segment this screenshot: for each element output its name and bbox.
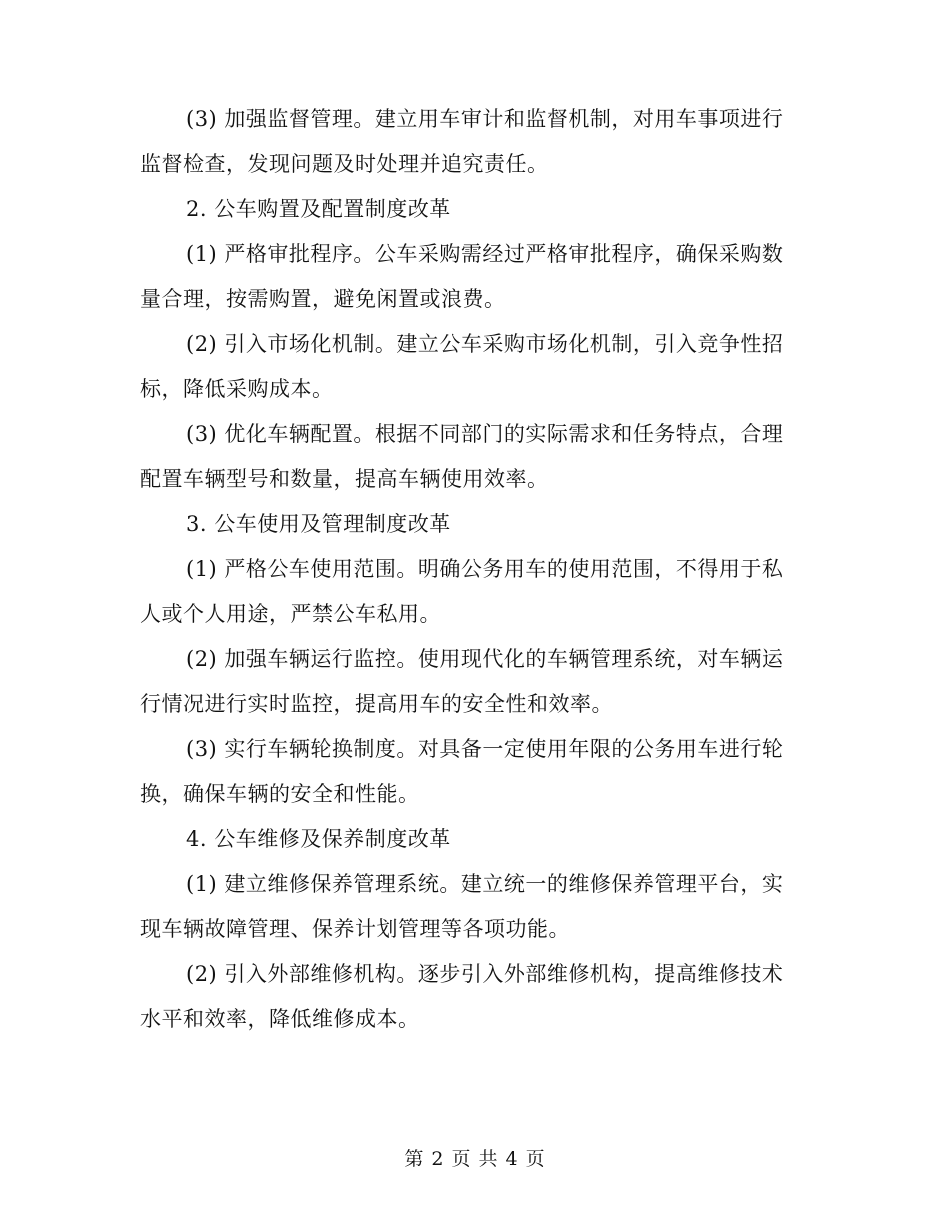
paragraph-rotation: (3) 实行车辆轮换制度。对具备一定使用年限的公务用车进行轮换，确保车辆的安全和性能。 xyxy=(140,737,784,806)
paragraph-maintenance-system: (1) 建立维修保养管理系统。建立统一的维修保养管理平台，实现车辆故障管理、保养计划管理等各项功能。 xyxy=(140,872,784,941)
paragraph-monitoring: (2) 加强车辆运行监控。使用现代化的车辆管理系统，对车辆运行情况进行实时监控，提高用车的安全性和效率。 xyxy=(140,647,784,716)
paragraph-usage-scope: (1) 严格公车使用范围。明确公务用车的使用范围，不得用于私人或个人用途，严禁公车私用。 xyxy=(140,557,784,626)
page-number-footer: 第 2 页 共 4 页 xyxy=(404,1148,546,1170)
document-body xyxy=(140,97,800,1042)
paragraph-market-mechanism: (2) 引入市场化机制。建立公车采购市场化机制，引入竞争性招标，降低采购成本。 xyxy=(140,332,784,401)
paragraph-approval: (1) 严格审批程序。公车采购需经过严格审批程序，确保采购数量合理，按需购置，避免闲置或浪费。 xyxy=(140,242,784,311)
paragraph-vehicle-allocation: (3) 优化车辆配置。根据不同部门的实际需求和任务特点，合理配置车辆型号和数量，提高车辆使用效率。 xyxy=(140,422,784,491)
section-heading-maintenance: 4. 公车维修及保养制度改革 xyxy=(186,827,451,851)
paragraph-supervision: (3) 加强监督管理。建立用车审计和监督机制，对用车事项进行监督检查，发现问题及时处理并追究责任。 xyxy=(140,107,784,176)
section-heading-purchase: 2. 公车购置及配置制度改革 xyxy=(186,197,451,221)
paragraph-external-repair: (2) 引入外部维修机构。逐步引入外部维修机构，提高维修技术水平和效率，降低维修成本。 xyxy=(140,962,784,1031)
section-heading-usage: 3. 公车使用及管理制度改革 xyxy=(186,512,451,536)
